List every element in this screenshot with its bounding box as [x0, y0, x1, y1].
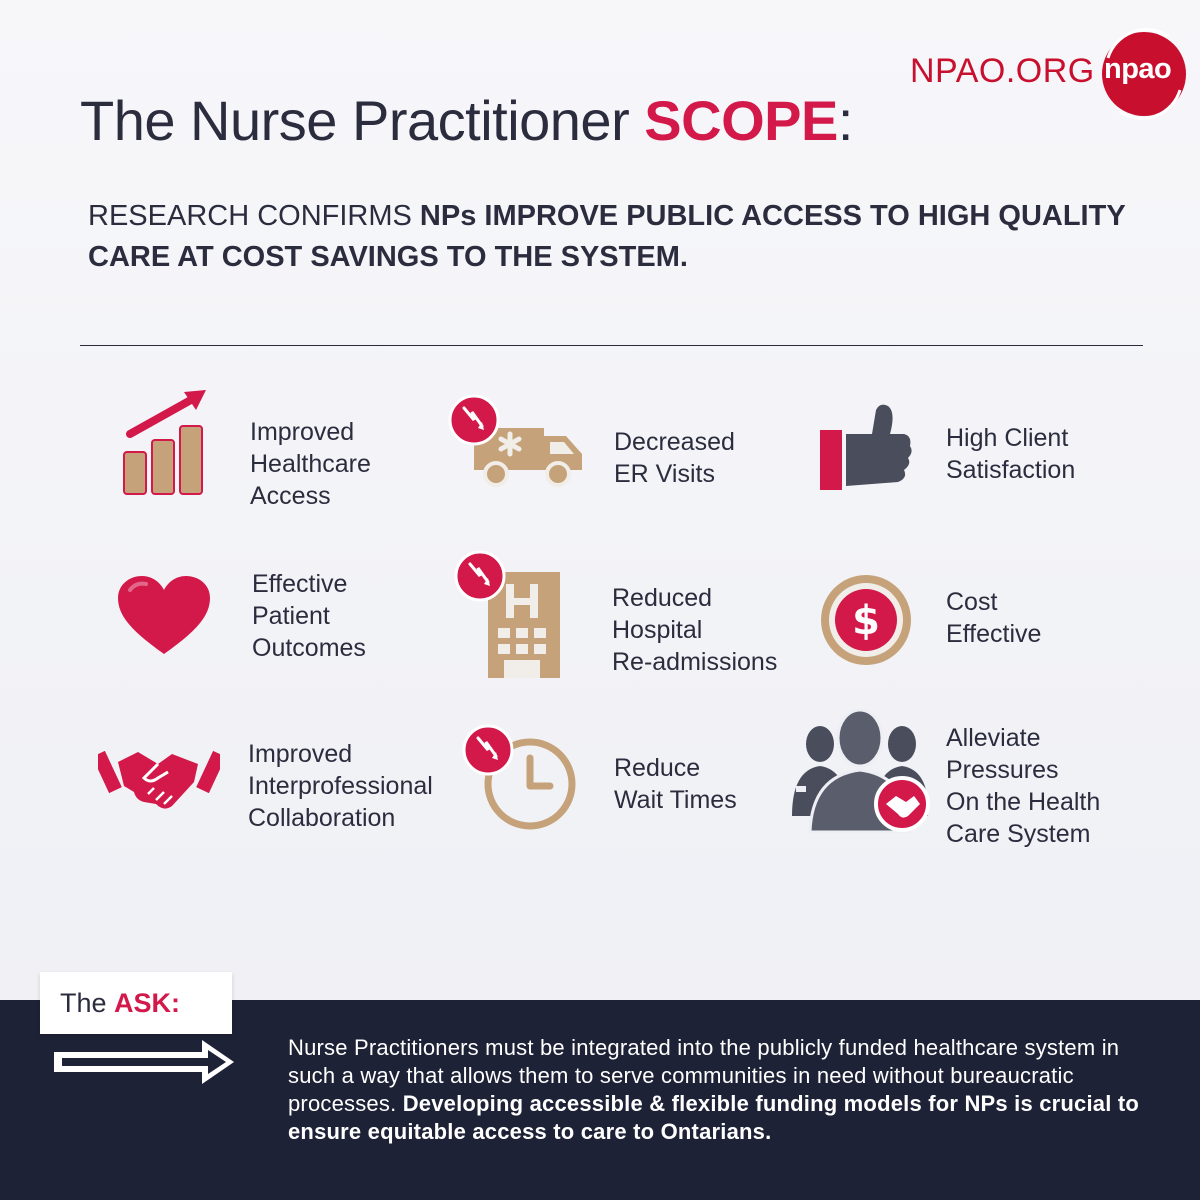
item-line: Interprofessional: [248, 772, 433, 800]
item-line: Healthcare: [250, 450, 371, 478]
item-line: Reduce: [614, 754, 701, 782]
item-line: Access: [250, 482, 331, 510]
item-line: Alleviate: [946, 724, 1041, 752]
item-line: Effective: [946, 620, 1042, 648]
title-suffix: :: [837, 89, 853, 152]
item-line: Pressures: [946, 756, 1059, 784]
handshake-icon: [98, 738, 220, 814]
item-line: Improved: [250, 418, 355, 446]
item-alleviate-pressures: [946, 722, 1100, 850]
item-line: Patient: [252, 602, 330, 630]
dollar-coin-icon: [818, 572, 914, 668]
item-line: Decreased: [614, 428, 735, 456]
svg-text:$: $: [852, 598, 880, 644]
clock-decrease-icon: [456, 720, 580, 836]
item-line: Satisfaction: [946, 456, 1076, 484]
item-line: Wait Times: [614, 786, 737, 814]
item-line: Hospital: [612, 616, 703, 644]
item-line: On the Health: [946, 788, 1101, 816]
item-high-client-satisfaction: [946, 422, 1075, 486]
ask-heading-plain: The: [60, 988, 115, 1018]
logo-text: npao: [1104, 53, 1172, 85]
item-line: Reduced: [612, 584, 713, 612]
item-reduce-wait-times: [614, 752, 737, 816]
item-line: Re-admissions: [612, 648, 778, 676]
subtitle-strong: NPs IMPROVE PUBLIC ACCESS TO HIGH QUALITY CARE AT COST SAVINGS TO THE SYSTEM.: [88, 200, 1126, 273]
ask-body: [288, 1034, 1168, 1146]
item-line: ER Visits: [614, 460, 715, 488]
item-line: Outcomes: [252, 634, 366, 662]
title-accent: SCOPE: [644, 89, 838, 152]
ask-heading: [60, 988, 180, 1019]
page-title: [80, 88, 853, 153]
item-improved-interprofessional-collaboration: [248, 738, 433, 834]
item-cost-effective: [946, 586, 1041, 650]
ask-body-strong: Developing accessible & flexible funding models for NPs is crucial to ensure equitable access to care to Ontarians.: [288, 1091, 1140, 1144]
item-line: Care System: [946, 820, 1091, 848]
arrow-right-icon: [52, 1038, 236, 1086]
ask-heading-accent: ASK:: [114, 988, 181, 1018]
org-website: NPAO.ORG: [910, 52, 1095, 90]
item-line: Cost: [946, 588, 998, 616]
item-line: Collaboration: [248, 804, 396, 832]
bar-chart-growth-icon: [118, 386, 214, 498]
heart-icon: [116, 574, 212, 658]
ask-body-plain: Nurse Practitioners must be integrated into the publicly funded healthcare system in such a way that allows them to serve communities in need without bureaucratic processes.: [288, 1035, 1120, 1116]
item-decreased-er-visits: [614, 426, 735, 490]
subtitle-plain: RESEARCH CONFIRMS: [88, 200, 420, 232]
item-line: Improved: [248, 740, 353, 768]
divider: [80, 345, 1143, 346]
subtitle: [88, 196, 1148, 278]
title-plain: The Nurse Practitioner: [80, 89, 645, 152]
item-reduced-hospital-readmissions: [612, 582, 777, 678]
thumbs-up-icon: [816, 400, 916, 494]
item-line: High Client: [946, 424, 1069, 452]
care-team-handshake-icon: [788, 704, 932, 834]
item-effective-patient-outcomes: [252, 568, 366, 664]
item-improved-healthcare-access: [250, 416, 371, 512]
item-line: Effective: [252, 570, 348, 598]
ambulance-decrease-icon: [444, 392, 588, 492]
hospital-decrease-icon: [450, 548, 570, 680]
